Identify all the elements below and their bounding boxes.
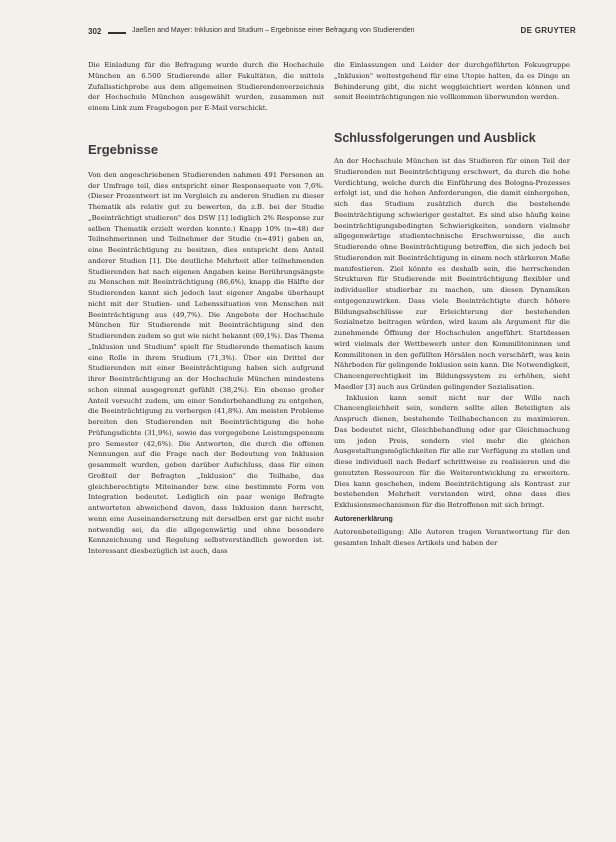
intro-paragraph: Die Einladung für die Befragung wurde durch die Hochschule München an 6.500 Studierende aller Fakultäten, die mittels Zufallsstichprobe aus dem allgemeinen Studierendenverzeichnis der Hochschule München ausgewählt wurden, zusammen mit einem Link zum Fragebogen per E-Mail verschickt. bbox=[88, 61, 324, 112]
running-head bbox=[88, 26, 576, 38]
author-statement-text: Autorenbeteiligung: Alle Autoren tragen Verantwortung für den gesamten Inhalt dieses Artikels und haben der bbox=[334, 527, 570, 547]
left-column bbox=[88, 60, 324, 557]
results-paragraph: Von den angeschriebenen Studierenden nahmen 491 Personen an der Umfrage teil, dies entspricht einer Responsequote von 7,6%. (Dieser Prozentwert ist im Vergleich zu anderen Studien zu dieser Thematik als relativ gut zu bewerten, da z.B. bei der Studie „Beeinträchtigt studieren" des DSW [1] lediglich 2% Response zur selben Thematik erzielt werden konnte.) Knapp 10% (n=48) der Teilnehmerinnen und Teilnehmer der Studie (n=491) gaben an, eine Beeinträchtigung zu besitzen, dies entspricht dem Anteil anderer Studien [1]. Die deutliche Mehrheit aller teilnehmenden Studierenden hat nach eigenen Angaben keine Berührungsängste zu Menschen mit Beeinträchtigung (86,6%), knapp die Hälfte der Studierenden kannt sich jedoch laut eigener Angabe überhaupt nicht mit der Studien- und Lebenssituation von Menschen mit Beeinträchtigung aus (49,7%). Die Angebote der Hochschule München für Studierende mit Beeinträchtigung sind den Studierenden zudem so gut wie nicht bekannt (69,1%). Das Thema „Inklusion und Studium" spielt für Studierende thematisch kaum eine Rolle in ihrem Studium (71,3%). Über ein Drittel der Studierenden mit einer Beeinträchtigung haben sich aufgrund ihrer Beeinträchtigung an der Hochschule München mindestens schon einmal ausgegrenzt gefühlt (38,2%). Ein ebenso großer Anteil versucht zudem, um einer Sonderbehandlung zu entgehen, die Beeinträchtigung zu verbergen (41,8%). Am meisten Probleme bereiten den Studierenden mit Beeinträchtigung die hohe Prüfungsdichte (31,9%), sowie das vorgegebene Leistungspensum pro Semester (42,6%). Die Antworten, die durch die offenen Nennungen auf die Frage nach der Bedeutung von Inklusion gesammelt wurden, geben darüber Aufschluss, dass für einen Großteil der Befragten „Inklusion" die Teilhabe, das gleichberechtigte Miteinander bzw. eine bestimmte Form von Integration bedeutet. Lediglich ein paar wenige Befragte antworteten abweichend davon, dass Inklusion dann herrscht, wenn eine Auseinandersetzung mit derselben erst gar nicht mehr notwendig sei, da die allgegenwärtig und ohne besondere Kennzeichnung und Regelung selbstverständlich geworden ist. Interessant diesbezüglich ist auch, dass bbox=[88, 170, 324, 555]
publisher-logo: DE GRUYTER bbox=[520, 26, 576, 35]
conclusions-paragraph-2: Inklusion kann somit nicht nur der Wille nach Chancengleichheit sein, sondern sollte allen Beteiligten als Anspruch dienen, bestehende Teilhabechancen zu maximieren. Das bedeutet nicht, Gleichbehandlung oder gar Gleichmachung um jeden Preis, sondern viel mehr die gleichen Ausgestaltungsmöglichkeiten für alle zur Verfügung zu stellen und diese individuell nach Bedarf schrittweise zu realisieren und die genutzten Ressourcen für die Weiterentwicklung zu erweitern. Dies kann geschehen, indem Beeinträchtigung als Kontrast zur bestehenden Mehrheit verstanden wird, ohne dass dies Exklusionsmechanismen für die Betroffenen mit sich bringt. bbox=[334, 393, 570, 509]
header-rule bbox=[108, 32, 126, 34]
page-number: 302 bbox=[88, 27, 102, 36]
section-heading-ergebnisse: Ergebnisse bbox=[88, 141, 159, 157]
section-heading-conclusions: Schlussfolgerungen und Ausblick bbox=[334, 131, 536, 145]
continuation-paragraph: die Einlassungen und Leider der durchgeführten Fokusgruppe „Inklusion" weitestgehend für eine Utopie halten, da es Dinge an Behinderung gibt, die nicht weggleichtiert werden können und somit Beeinträchtigungen nie vollkommen überwunden werden. bbox=[334, 61, 570, 102]
running-title: Jaeßen and Mayer: Inklusion and Studium – Ergebnisse einer Befragung von Studierenden bbox=[132, 27, 415, 34]
author-statement-heading: Autorenerklärung bbox=[334, 515, 393, 523]
right-column bbox=[334, 60, 570, 548]
conclusions-paragraph-1: An der Hochschule München ist das Studieren für einen Teil der Studierenden mit Beeinträchtigung erschwert, da durch die hohe Verdichtung, welche durch die Einführung des Bologna-Prozesses erfolgt ist, und die hohen Anforderungen, die damit einhergehen, sich das Studium zusätzlich durch die bestehende Beeinträchtigung schwieriger gestaltet. Es sind also häufig keine beeinträchtigungsbedingten Schwierigkeiten, sondern vielmehr allgegenwärtige studientechnische Erschwernisse, die auch Studierende ohne Beeinträchtigung betreffen, die sich jedoch bei Studierenden mit Beeinträchtigung in einem noch stärkeren Maße manifestieren. Ziel könnte es deshalb sein, die herrschenden Strukturen für Studierende mit Beeinträchtigung flexibler und individueller studierbar zu machen, um diesen Dynamiken entgegenzuwirken. Dass viele Beeinträchtigte durch höhere Bildungsabschlüsse zur Erleichterung der bestehenden Sozialnetze beitragen würden, wird kaum als Argument für die zunehmende Öffnung der Hochschulen angeführt. Stattdessen wird vielmals der Wettbewerb unter den Kommilitoninnen und Kommilitonen in den gefüllten Hörsälen noch verschärft, was kein Nährboden für gelingende Inklusion sein kann. Die Notwendigkeit, Chancengerechtigkeit im Bildungssystem zu erhöhen, sieht Maedler [3] auch aus Gründen gelingender Sozialisation. bbox=[334, 157, 570, 391]
